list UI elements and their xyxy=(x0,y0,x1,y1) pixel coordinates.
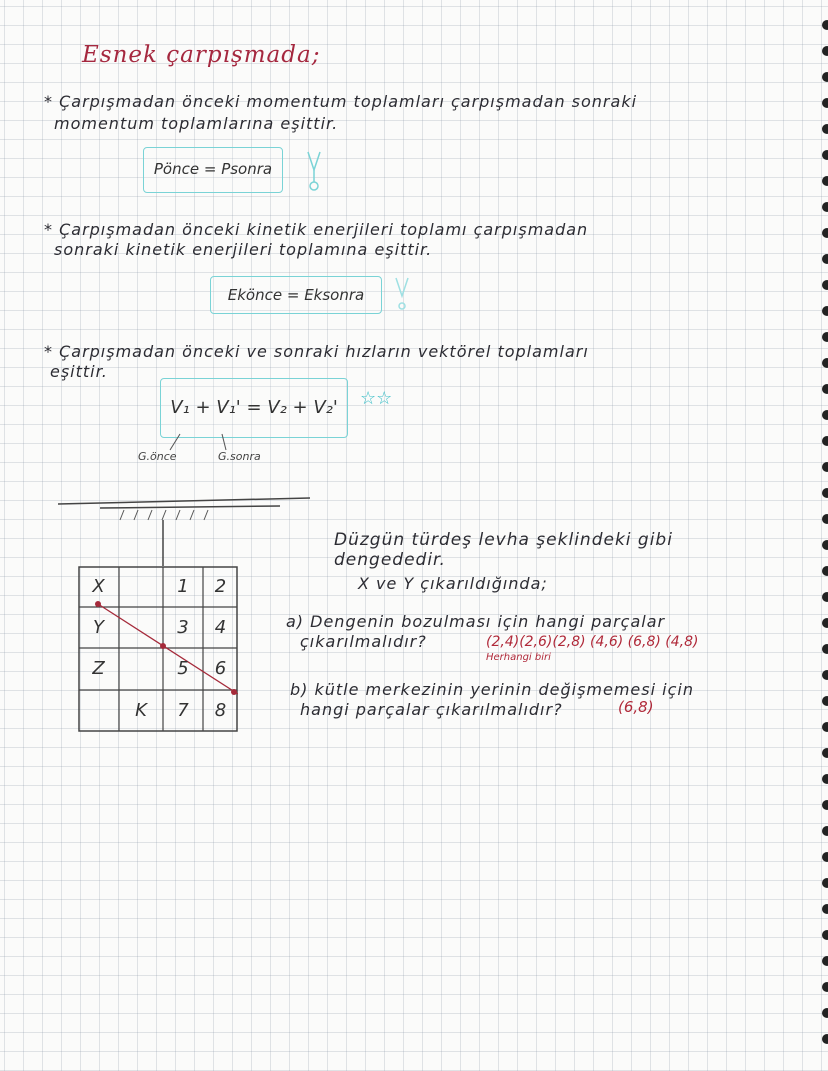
momentum-formula: Pönce = Psonra xyxy=(153,160,273,178)
grid-cell: 2 xyxy=(214,576,227,597)
binding-hole xyxy=(822,1034,828,1044)
star-mark-icon: ☆☆ xyxy=(360,388,393,409)
binding-hole xyxy=(822,46,828,56)
question-b-line2: hangi parçalar çıkarılmalıdır? xyxy=(300,700,563,719)
note-after: G.sonra xyxy=(218,450,261,463)
question-b-line1: b) kütle merkezinin yerinin değişmemesi için xyxy=(290,680,694,699)
momentum-rule-line2: momentum toplamlarına eşittir. xyxy=(54,114,339,133)
grid-cell: 6 xyxy=(214,658,227,679)
momentum-rule-line1: * Çarpışmadan önceki momentum toplamları çarpışmadan sonraki xyxy=(44,92,638,111)
binding-hole xyxy=(822,826,828,836)
kinetic-rule-line2: sonraki kinetik enerjileri toplamına eşittir. xyxy=(54,240,433,259)
note-before: G.önce xyxy=(138,450,177,463)
binding-hole xyxy=(822,228,828,238)
tuning-fork-icon xyxy=(302,148,326,194)
answer-b: (6,8) xyxy=(618,698,654,716)
grid-cell: 5 xyxy=(177,658,189,679)
question-a-line1: a) Dengenin bozulması için hangi parçalar xyxy=(286,612,666,631)
grid-cell xyxy=(119,607,163,648)
kinetic-formula: Ekönce = Eksonra xyxy=(227,286,365,304)
binding-hole xyxy=(822,670,828,680)
binding-hole xyxy=(822,72,828,82)
problem-line2: dengededir. xyxy=(334,550,446,570)
exclamation-icon xyxy=(392,274,412,314)
binding-hole xyxy=(822,1008,828,1018)
binding-hole xyxy=(822,696,828,706)
grid-cell: 8 xyxy=(214,700,227,721)
binding-hole xyxy=(822,852,828,862)
grid-cell: 1 xyxy=(177,576,189,597)
grid-cell: Z xyxy=(92,658,105,679)
binding-hole xyxy=(822,332,828,342)
binding-hole xyxy=(822,280,828,290)
binding-hole xyxy=(822,878,828,888)
grid-cell: Y xyxy=(93,617,104,638)
binding-hole xyxy=(822,514,828,524)
binding-hole xyxy=(822,800,828,810)
binding-hole xyxy=(822,202,828,212)
kinetic-formula-box xyxy=(210,276,382,314)
answer-a: (2,4)(2,6)(2,8) (4,6) (6,8) (4,8) xyxy=(486,634,699,650)
binding-hole xyxy=(822,982,828,992)
binding-hole xyxy=(822,462,828,472)
binding-hole xyxy=(822,618,828,628)
kinetic-rule-line1: * Çarpışmadan önceki kinetik enerjileri toplamı çarpışmadan xyxy=(44,220,589,239)
binding-hole xyxy=(822,748,828,758)
binding-hole xyxy=(822,488,828,498)
grid-cell: 4 xyxy=(214,617,227,638)
binding-hole xyxy=(822,176,828,186)
grid-cell xyxy=(78,690,119,732)
binding-hole xyxy=(822,722,828,732)
page-title: Esnek çarpışmada; xyxy=(82,42,321,68)
velocity-rule-line2: eşittir. xyxy=(50,362,108,381)
binding-hole xyxy=(822,20,828,30)
binding-hole xyxy=(822,384,828,394)
binding-hole xyxy=(822,592,828,602)
binding-hole xyxy=(822,410,828,420)
spiral-binding xyxy=(818,20,828,1060)
problem-line1: Düzgün türdeş levha şeklindeki gibi xyxy=(334,530,673,550)
binding-hole xyxy=(822,904,828,914)
velocity-formula: V₁ + V₁' = V₂ + V₂' xyxy=(170,397,338,418)
grid-cell: 3 xyxy=(177,617,189,638)
answer-a-note: Herhangi biri xyxy=(486,652,551,663)
grid-cell: K xyxy=(135,700,147,721)
binding-hole xyxy=(822,358,828,368)
binding-hole xyxy=(822,566,828,576)
binding-hole xyxy=(822,644,828,654)
binding-hole xyxy=(822,540,828,550)
binding-hole xyxy=(822,254,828,264)
velocity-formula-box xyxy=(160,378,348,438)
binding-hole xyxy=(822,956,828,966)
problem-line3: X ve Y çıkarıldığında; xyxy=(358,574,548,593)
grid-cell: X xyxy=(92,576,105,597)
grid-cell xyxy=(119,566,163,607)
binding-hole xyxy=(822,150,828,160)
binding-hole xyxy=(822,306,828,316)
momentum-formula-box xyxy=(143,147,283,193)
velocity-rule-line1: * Çarpışmadan önceki ve sonraki hızların vektörel toplamları xyxy=(44,342,589,361)
binding-hole xyxy=(822,436,828,446)
binding-hole xyxy=(822,124,828,134)
grid-cell xyxy=(119,648,163,690)
binding-hole xyxy=(822,774,828,784)
grid-cell: 7 xyxy=(177,700,189,721)
binding-hole xyxy=(822,930,828,940)
binding-hole xyxy=(822,98,828,108)
question-a-line2: çıkarılmalıdır? xyxy=(300,632,427,651)
